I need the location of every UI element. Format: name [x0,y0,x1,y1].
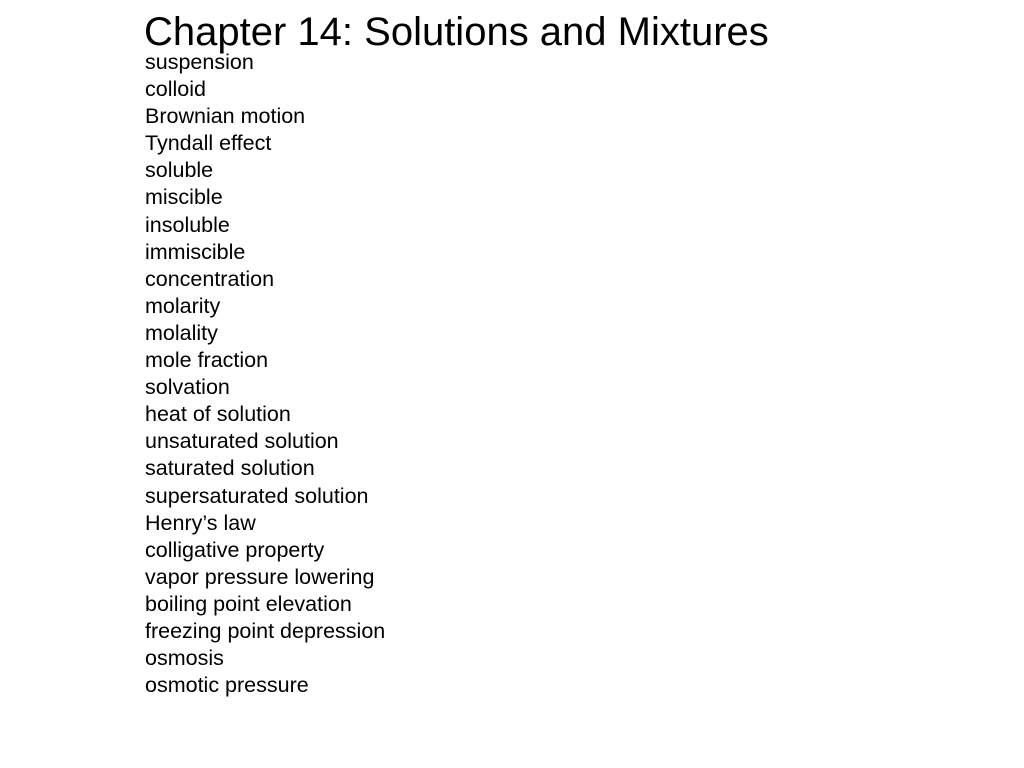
vocabulary-term: heat of solution [145,402,291,427]
vocabulary-term: miscible [145,185,223,210]
vocabulary-term: soluble [145,158,214,183]
vocabulary-term: molarity [145,293,221,318]
vocabulary-term: supersaturated solution [145,483,369,508]
vocabulary-term: insoluble [145,212,230,237]
vocabulary-term: boiling point elevation [145,591,352,616]
vocabulary-term: unsaturated solution [145,429,339,454]
vocabulary-term: vapor pressure lowering [145,564,375,589]
vocabulary-term: concentration [145,266,275,291]
slide-title: Chapter 14: Solutions and Mixtures [144,10,769,54]
vocabulary-term: Henry’s law [145,510,256,535]
vocabulary-term: colligative property [145,537,325,562]
vocabulary-term: immiscible [145,239,246,264]
vocabulary-term: molality [145,320,218,345]
vocabulary-term: freezing point depression [145,618,386,643]
vocabulary-term: osmotic pressure [145,673,309,698]
vocabulary-term: osmosis [145,646,224,671]
vocabulary-term: solvation [145,375,230,400]
vocabulary-term: Tyndall effect [145,131,272,156]
vocabulary-term: colloid [145,77,206,102]
vocabulary-list [145,49,385,699]
vocabulary-term: Brownian motion [145,104,306,129]
vocabulary-term: saturated solution [145,456,315,481]
vocabulary-term: suspension [145,50,254,74]
vocabulary-term: mole fraction [145,348,269,373]
